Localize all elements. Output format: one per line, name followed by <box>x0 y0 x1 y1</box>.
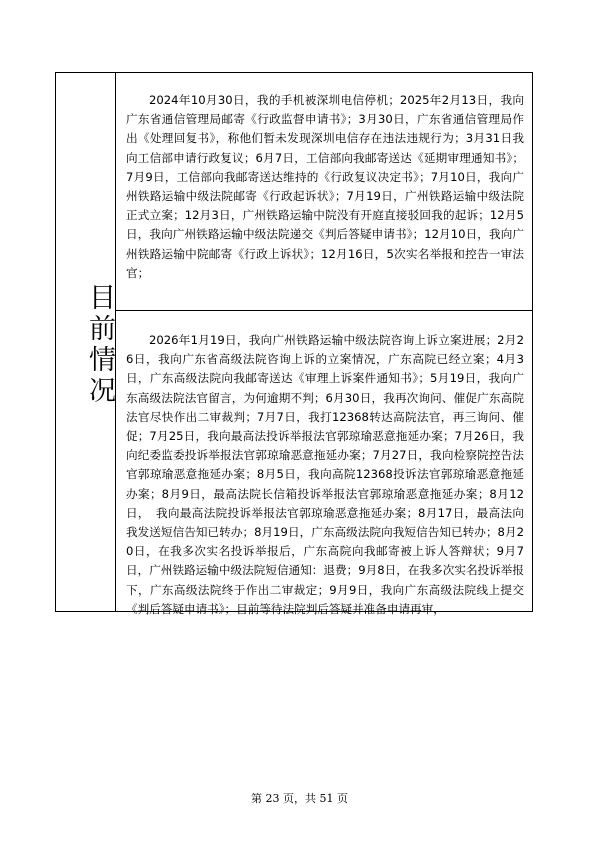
section-label-char: 目 <box>84 283 115 314</box>
status-paragraph-first: 2024年10月30日，我的手机被深圳电信停机；2025年2月13日，我向广东省通信管理局邮寄《行政监督申请书》；3月30日，广东省通信管理局作出《处理回复书》，称他们暂未发现深圳电信存在违法违规行为；3月31日我向工信部申请行政复议；6月7日，工信部向我邮寄送达《延期审理通知书》；7月9日，工信部向我邮寄送达维持的《行政复议决定书》；7月10日，我向广州铁路运输中级法院邮寄《行政起诉状》；7月19日，广州铁路运输中级法院正式立案；12月3日，广州铁路运输中院没有开庭直接驳回我的起诉；12月5日，我向广州铁路运输中级法院递交《判后答疑申请书》；12月10日，我向广州铁路运输中院邮寄《行政上诉状》；12月16日，5次实名举报和控告一审法官； <box>126 93 524 280</box>
section-label-char: 况 <box>84 376 115 407</box>
section-label-cell <box>56 73 116 611</box>
content-column <box>116 73 532 616</box>
section-label <box>56 283 116 407</box>
status-paragraph-second: 2026年1月19日，我向广州铁路运输中级法院咨询上诉立案进展；2月26日，我向广东省高级法院咨询上诉的立案情况，广东高院已经立案；4月3日，广东高级法院向我邮寄送达《审理上诉案件通知书》；5月19日，我向广东高级法院法官留言，为何逾期不判；6月30日，我再次询问、催促广东高院法官尽快作出二审裁判；7月7日，我打12368转达高院法官，再三询问、催促；7月25日，我向最高法投诉举报法官郭琼瑜恶意拖延办案；7月26日，我向纪委监委投诉举报法官郭琼瑜恶意拖延办案；7月27日，我向检察院控告法官郭琼瑜恶意拖延办案；8月5日，我向高院12368投诉法官郭琼瑜恶意拖延办案；8月9日，最高法院长信箱投诉举报法官郭琼瑜恶意拖延办案；8月12日， 我向最高法院投诉举报法官郭琼瑜恶意拖延办案；8月17日，最高法向我发送短信告知已转办；8月19日，广东高级法院向我短信告知已转办；8月20日，在我多次实名投诉举报后，广东高院向我邮寄被上诉人答辩状；9月7日，广州铁路运输中级法院短信通知：退费；9月8日，在我多次实名投诉举报下，广东高级法院终于作出二审裁定；9月9日，我向广东高级法院线上提交《判后答疑申请书》；目前等待法院判后答疑并准备申请再审， <box>126 333 524 616</box>
content-cell-first <box>116 73 532 311</box>
section-label-char: 情 <box>84 345 115 376</box>
page-footer: 第 23 页，共 51 页 <box>251 792 348 805</box>
section-label-char: 前 <box>84 314 115 345</box>
status-table <box>55 72 533 616</box>
content-cell-second <box>116 311 532 616</box>
